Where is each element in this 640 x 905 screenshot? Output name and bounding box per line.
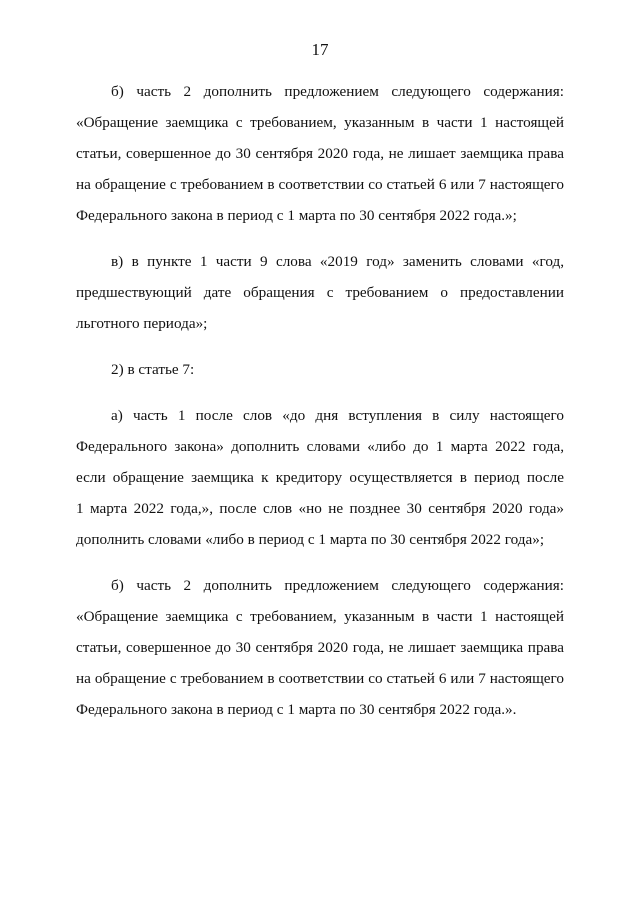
text-line: «Обращение заемщика с требованием, указанным в части 1 настоящей xyxy=(76,608,564,625)
text-line: Федерального закона в период с 1 марта по 30 сентября 2022 года.». xyxy=(76,701,517,718)
page-number: 17 xyxy=(311,40,329,59)
text-line: Федерального закона» дополнить словами «либо до 1 марта 2022 года, xyxy=(76,438,564,455)
text-line: если обращение заемщика к кредитору осуществляется в период после xyxy=(76,469,564,486)
text-line: на обращение с требованием в соответствии со статьей 6 или 7 настоящего xyxy=(76,670,564,687)
text-line: «Обращение заемщика с требованием, указанным в части 1 настоящей xyxy=(76,114,564,131)
text-line: 1 марта 2022 года,», после слов «но не позднее 30 сентября 2020 года» xyxy=(76,500,564,517)
text-line: статьи, совершенное до 30 сентября 2020 года, не лишает заемщика права xyxy=(76,639,564,656)
text-line: б) часть 2 дополнить предложением следующего содержания: xyxy=(111,577,564,594)
text-line: на обращение с требованием в соответствии со статьей 6 или 7 настоящего xyxy=(76,176,564,193)
text-line: б) часть 2 дополнить предложением следующего содержания: xyxy=(111,83,564,100)
text-line: дополнить словами «либо в период с 1 марта по 30 сентября 2022 года»; xyxy=(76,531,545,548)
paragraph-b-part2-first xyxy=(76,76,564,231)
text-line: в) в пункте 1 части 9 слова «2019 год» заменить словами «год, xyxy=(111,253,564,270)
text-line: Федерального закона в период с 1 марта по 30 сентября 2022 года.»; xyxy=(76,207,517,224)
paragraph-v-part9 xyxy=(76,246,564,339)
text-line: 2) в статье 7: xyxy=(111,361,195,378)
text-line: льготного периода»; xyxy=(76,315,208,332)
paragraph-b-part2-second xyxy=(76,570,564,725)
paragraph-article-7 xyxy=(76,354,564,385)
text-line: статьи, совершенное до 30 сентября 2020 года, не лишает заемщика права xyxy=(76,145,564,162)
text-line: предшествующий дате обращения с требованием о предоставлении xyxy=(76,284,564,301)
text-line: а) часть 1 после слов «до дня вступления в силу настоящего xyxy=(111,407,564,424)
paragraph-a-part1 xyxy=(76,400,564,555)
document-body xyxy=(76,76,564,740)
